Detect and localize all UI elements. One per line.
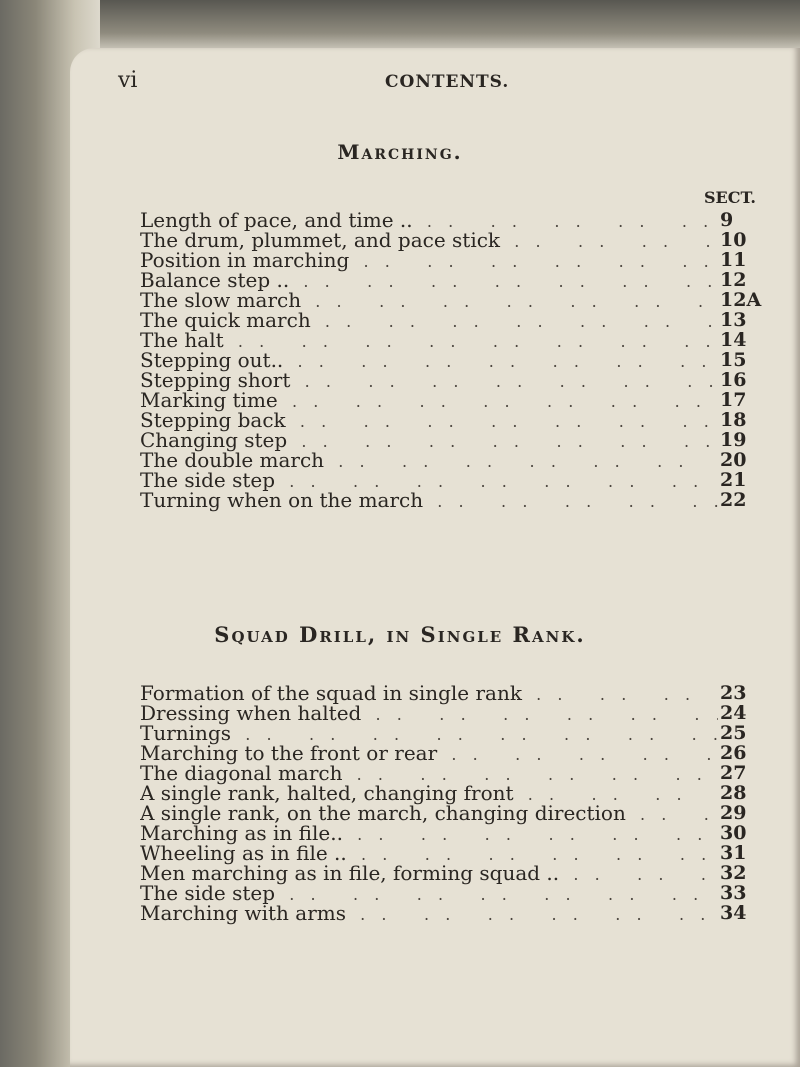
toc-entry: The halt . . 14: [140, 330, 780, 350]
toc-entry: Turnings . . 25: [140, 723, 780, 743]
toc-list-marching: [140, 210, 780, 510]
toc-entry: The diagonal march . . 27: [140, 763, 780, 783]
toc-entry: Length of pace, and time .. . . 9: [140, 210, 780, 230]
toc-entry: Stepping out.. . . 15: [140, 350, 780, 370]
toc-entry: The side step . . 21: [140, 470, 780, 490]
section-title-squad-drill: Squad Drill, in Single Rank.: [214, 622, 586, 647]
toc-entry: Marching with arms . . 34: [140, 903, 780, 923]
toc-entry: Balance step .. . . 12: [140, 270, 780, 290]
toc-entry: Stepping short . . 16: [140, 370, 780, 390]
toc-entry: The double march . . 20: [140, 450, 780, 470]
toc-entry: Men marching as in file, forming squad .. . . 32: [140, 863, 780, 883]
toc-entry: A single rank, halted, changing front . . 28: [140, 783, 780, 803]
toc-entry: Stepping back . . 18: [140, 410, 780, 430]
toc-entry: Marking time . . 17: [140, 390, 780, 410]
toc-entry: Formation of the squad in single rank . . 23: [140, 683, 780, 703]
running-head: CONTENTS.: [385, 72, 510, 92]
toc-entry: The drum, plummet, and pace stick . . 10: [140, 230, 780, 250]
scan-top-edge: [0, 0, 800, 55]
toc-entry: Wheeling as in file .. . . 31: [140, 843, 780, 863]
toc-entry: The side step . . 33: [140, 883, 780, 903]
toc-entry: Position in marching . . 11: [140, 250, 780, 270]
page-number: vi: [118, 68, 138, 93]
sect-column-label: SECT.: [704, 188, 756, 207]
toc-entry: Marching as in file.. . . 30: [140, 823, 780, 843]
toc-entry: Marching to the front or rear . . 26: [140, 743, 780, 763]
toc-entry: Turning when on the march . . 22: [140, 490, 780, 510]
toc-entry: The slow march . . 12A: [140, 290, 780, 310]
toc-entry: A single rank, on the march, changing direction . . 29: [140, 803, 780, 823]
toc-entry: Changing step . . 19: [140, 430, 780, 450]
toc-list-squad-drill: [140, 683, 780, 923]
toc-entry: Dressing when halted . . 24: [140, 703, 780, 723]
section-title-marching: Marching.: [337, 140, 463, 164]
toc-entry: The quick march . . 13: [140, 310, 780, 330]
